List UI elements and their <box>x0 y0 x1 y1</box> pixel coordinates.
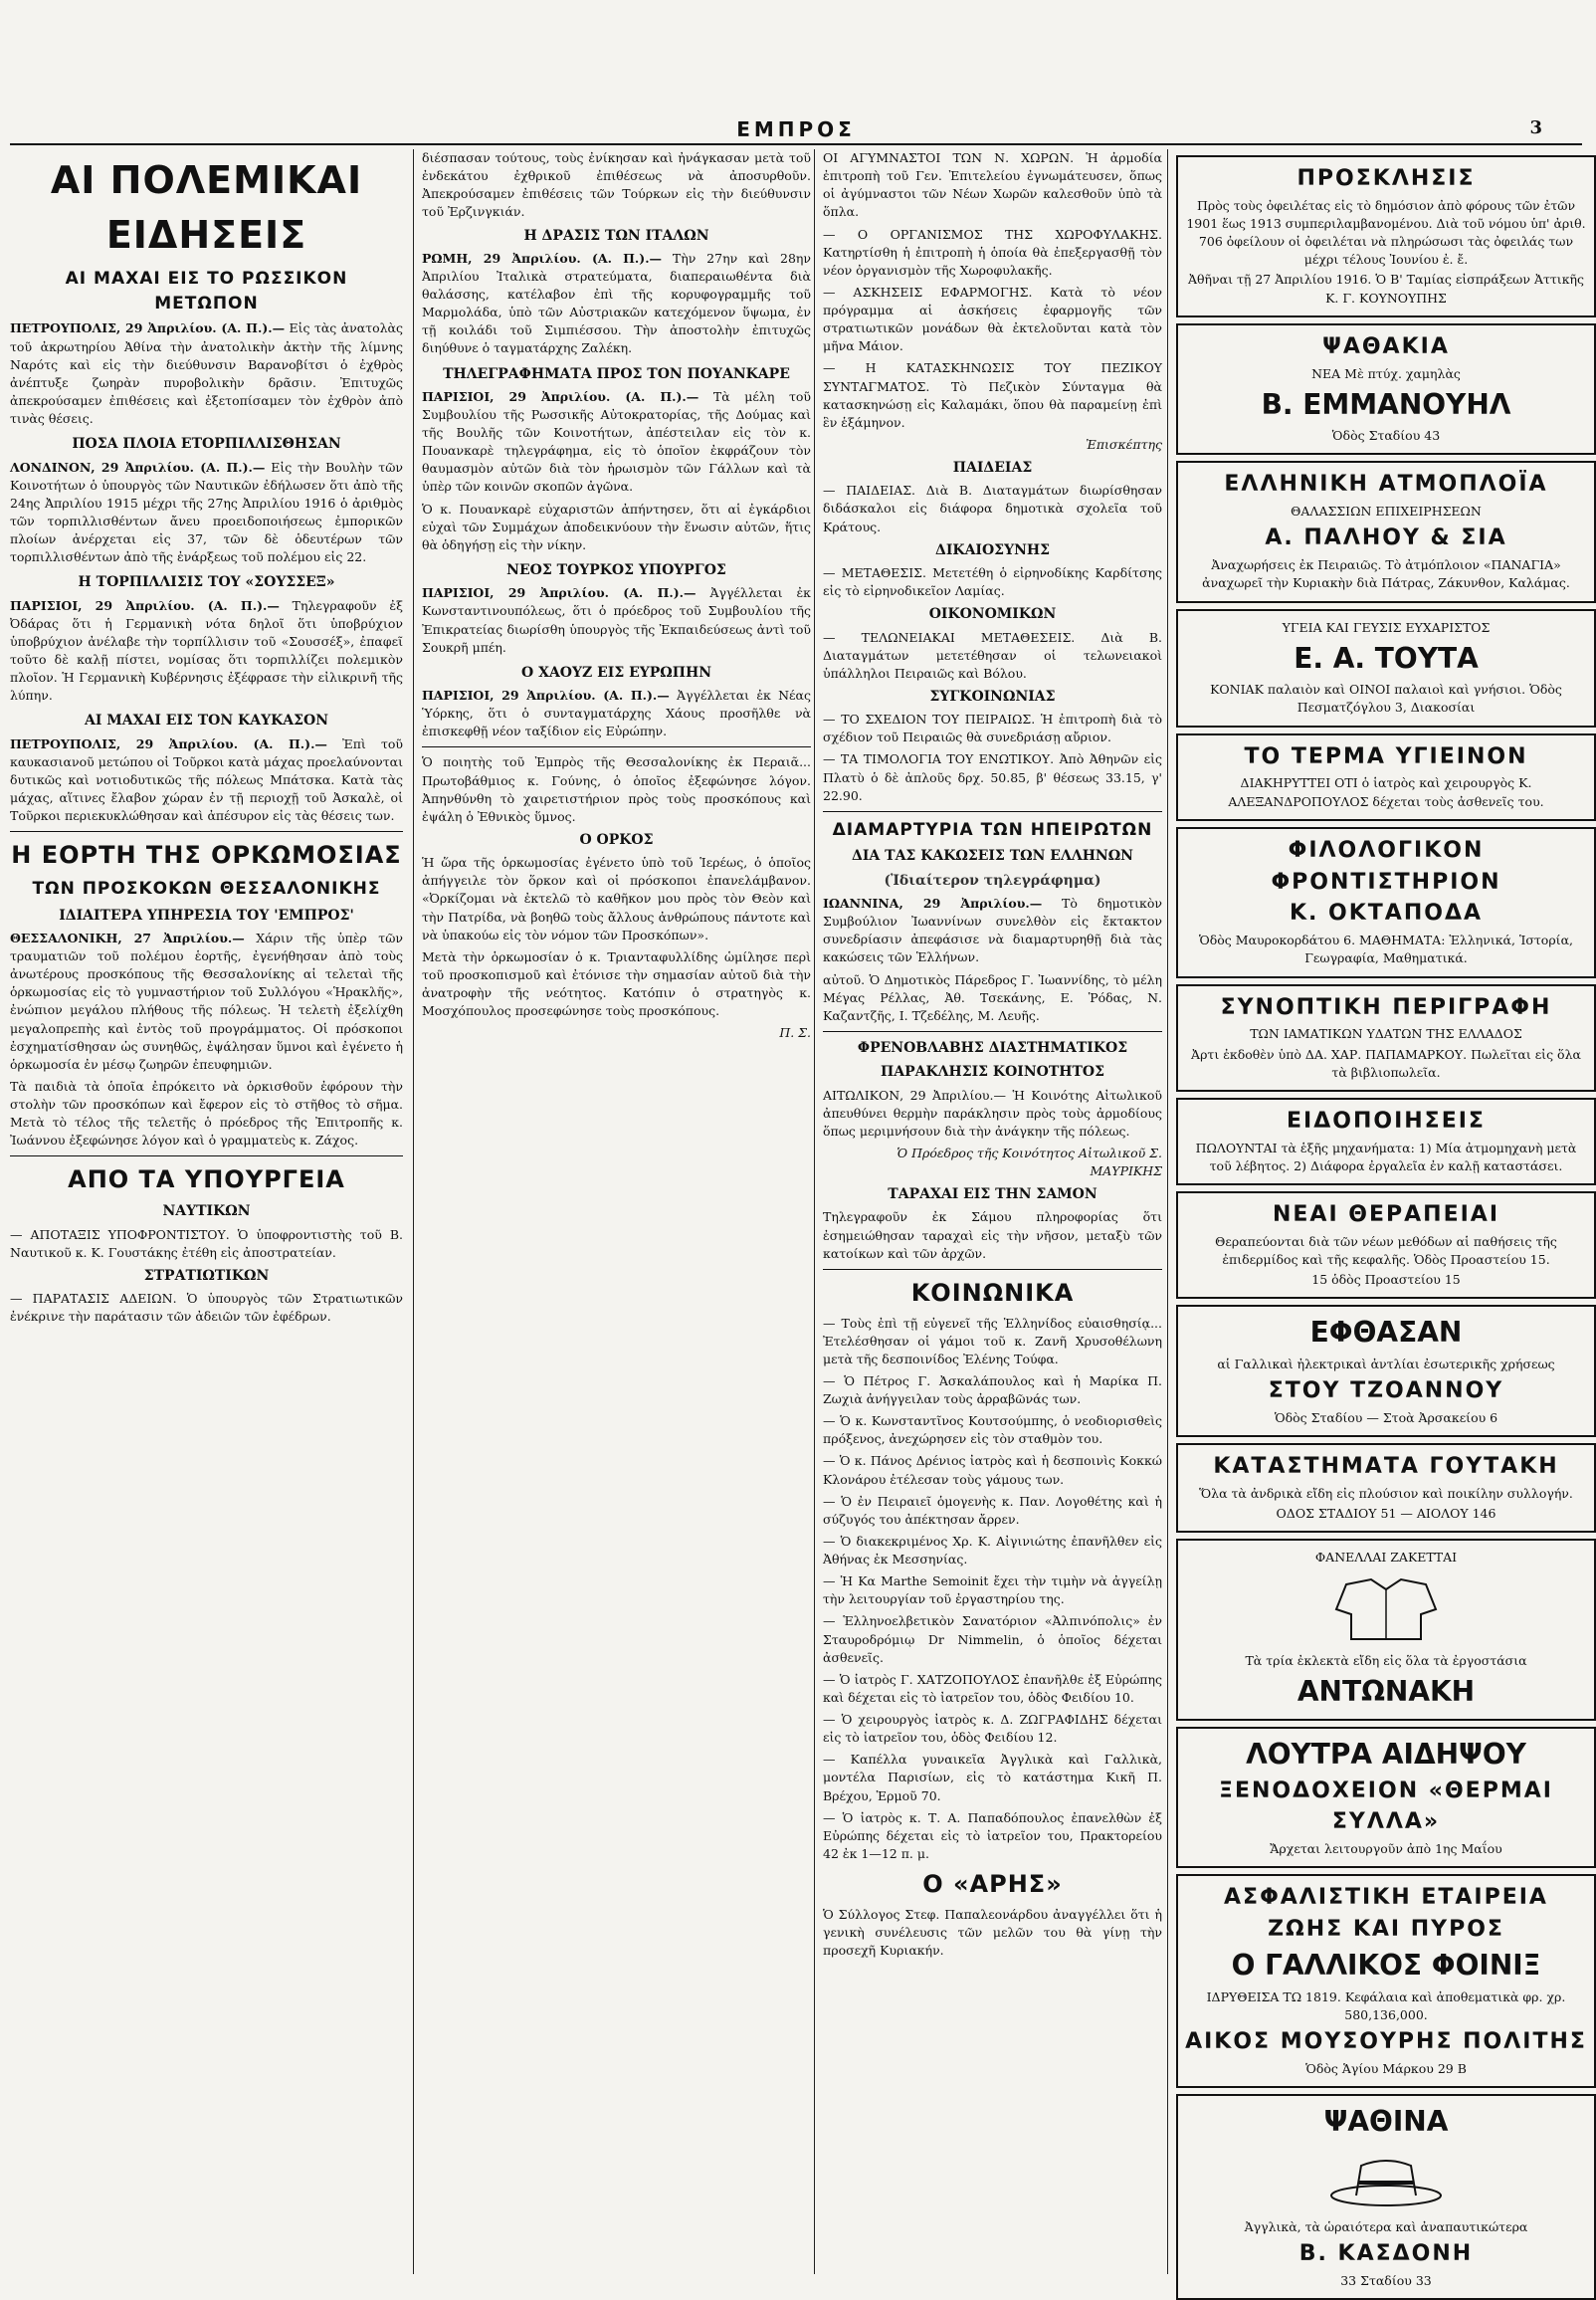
ad-merchant-name: Β. ΚΑΣΔΟΝΗ <box>1298 2240 1474 2266</box>
ad-notices <box>1176 1098 1596 1185</box>
news-text: ΟΙ ΑΓΥΜΝΑΣΤΟΙ ΤΩΝ Ν. ΧΩΡΩΝ. Ἡ ἀρμοδία ἐπιτροπὴ τοῦ Γεν. Ἐπιτελείου ἐγνωμάτευσεν, ὅπως οἱ ἀγύμναστοι τῶν Νέων Χωρῶν καλεσθοῦν ὑπὸ τὰ ὅπλα. <box>823 150 1162 220</box>
ad-title: ΝΕΑΙ ΘΕΡΑΠΕΙΑΙ <box>1272 1201 1500 1227</box>
russian-front-subhead: ΑΙ ΜΑΧΑΙ ΕΙΣ ΤΟ ΡΩΣΣΙΚΟΝ ΜΕΤΩΠΟΝ <box>65 269 348 314</box>
ad-text: Θεραπεύονται διὰ τῶν νέων μεθόδων αἱ παθήσεις τῆς ἐπιδερμίδος καὶ τῆς κεφαλῆς. Ὁδὸς Προαστείου 15. <box>1215 1233 1557 1267</box>
section-subhead: ΠΑΡΑΚΛΗΣΙΣ ΚΟΙΝΟΤΗΤΟΣ <box>880 1064 1104 1081</box>
ad-merchant-name: Α. ΠΑΛΗΟΥ & ΣΙΑ <box>1265 525 1507 551</box>
news-text: — Ο ΟΡΓΑΝΙΣΜΟΣ ΤΗΣ ΧΩΡΟΦΥΛΑΚΗΣ. Κατηρτίσθη ἡ ἐπιτροπὴ ἡ ὁποία θὰ ἐπεξεργασθῇ τὸν νέον ὀργανισμὸν τῆς Χωροφυλακῆς. <box>823 226 1162 278</box>
ad-address: Ὁδὸς Σταδίου 43 <box>1331 428 1441 444</box>
news-item <box>10 597 403 706</box>
oath-ceremony-headline-2: ΤΩΝ ΠΡΟΣΚΟΚΩΝ ΘΕΣΣΑΛΟΝΙΚΗΣ <box>32 879 381 900</box>
news-text: — ΤΑ ΤΙΜΟΛΟΓΙΑ ΤΟΥ ΕΝΩΤΙΚΟΥ. Ἀπὸ Ἀθηνῶν εἰς Πλατὺ ὁ δὲ ἀπλοῦς δρχ. 50.85, β' θέσεως 33.15, γ' 22.90. <box>823 751 1162 803</box>
ad-book <box>1176 984 1596 1092</box>
section-subhead: (Ἰδιαίτερον τηλεγράφημα) <box>884 872 1101 889</box>
newspaper-page <box>10 0 1587 2288</box>
news-text: — Ὁ ἰατρὸς κ. Τ. Α. Παπαδόπουλος ἐπανελθὼν ἐξ Εὐρώπης δέχεται εἰς τὸ ἰατρεῖον του, Πρακτορείου 42 ἐκ 1—12 π. μ. <box>823 1809 1162 1861</box>
section-subhead: ΤΗΛΕΓΡΑΦΗΜΑΤΑ ΠΡΟΣ ΤΟΝ ΠΟΥΑΝΚΑΡΕ <box>443 365 790 382</box>
dateline: ΘΕΣΣΑΛΟΝΙΚΗ, 27 Ἀπριλίου.— <box>10 930 245 945</box>
ad-title: ΨΑΘΙΝΑ <box>1323 2105 1449 2139</box>
ad-merchant-name: Ε. Α. ΤΟΥΤΑ <box>1294 641 1479 675</box>
signature: Ἐπισκέπτης <box>1086 436 1162 452</box>
ad-text: Ἀναχωρήσεις ἐκ Πειραιῶς. Τὸ ἀτμόπλοιον «ΠΑΝΑΓΙΑ» ἀναχωρεῖ τὴν Κυριακὴν διὰ Πάτρας, Ζάκυνθον, Καλάμας. <box>1202 557 1570 591</box>
dateline: ΛΟΝΔΙΝΟΝ, 29 Ἀπριλίου. (Α. Π.).— <box>10 459 266 475</box>
news-text: Τὴν 27ην καὶ 28ην Ἀπριλίου Ἰταλικὰ στρατεύματα, διαπεραιωθέντα διὰ θαλάσσης, κατέλαβον ἐπὶ τῆς κορυφογραμμῆς τοῦ Μαρμολάδα, ὑπὸ τῶν Αὐστριακῶν κατεχόμενον ὕψωμα, ἐν τῇ κοιλάδι τοῦ Σιμπιέσσου. Τὴν ἀποστολὴν ἐπιτυχῶς διηύθυνε ὁ ταγματάρχης Ζαλέκη. <box>422 250 811 356</box>
ad-straw-hats-2 <box>1176 2094 1596 2300</box>
ad-pumps <box>1176 1305 1596 1437</box>
section-subhead: ΠΑΙΔΕΙΑΣ <box>952 460 1033 476</box>
news-text: — Καπέλλα γυναικεῖα Ἀγγλικὰ καὶ Γαλλικὰ, μοντέλα Παρισίων, εἰς τὸ κατάστημα Κικῆ Π. Βρέχου, Ἑρμοῦ 70. <box>823 1752 1162 1803</box>
ad-merchant-name: Κ. ΟΚΤΑΠΟΔΑ <box>1289 901 1483 927</box>
news-text: — ΤΟ ΣΧΕΔΙΟΝ ΤΟΥ ΠΕΙΡΑΙΩΣ. Ἡ ἐπιτροπὴ διὰ τὸ σχέδιον τοῦ Πειραιῶς θὰ συνεδριάσῃ αὔριον. <box>823 712 1162 745</box>
ad-text: ΚΟΝΙΑΚ παλαιὸν καὶ ΟΙΝΟΙ παλαιοὶ καὶ γνήσιοι. Ὁδὸς Πεσματζόγλου 3, Διακοσίαι <box>1210 682 1562 716</box>
divider <box>823 811 1162 812</box>
dateline: ΠΕΤΡΟΥΠΟΛΙΣ, 29 Ἀπριλίου. (Α. Π.).— <box>10 320 286 336</box>
ad-agent-name: ΑΙΚΟΣ ΜΟΥΣΟΥΡΗΣ ΠΟΛΙΤΗΣ <box>1185 2029 1587 2055</box>
ad-title: ΣΥΝΟΠΤΙΚΗ ΠΕΡΙΓΡΑΦΗ <box>1220 994 1552 1020</box>
news-item <box>10 735 403 826</box>
ad-tutoring <box>1176 827 1596 978</box>
ad-text: ΘΑΛΑΣΣΙΩΝ ΕΠΙΧΕΙΡΗΣΕΩΝ <box>1291 504 1482 520</box>
ad-flannels <box>1176 1539 1596 1721</box>
social-headline: ΚΟΙΝΩΝΙΚΑ <box>910 1278 1075 1307</box>
section-subhead: Η ΤΟΡΠΙΛΛΙΣΙΣ ΤΟΥ «ΣΟΥΣΣΕΞ» <box>78 574 335 591</box>
news-text: Τὰ παιδιὰ τὰ ὁποῖα ἐπρόκειτο νὰ ὁρκισθοῦν ἐφόρουν τὴν στολὴν τῶν προσκόπων καὶ ἔφερον εἰς τὸ στῆθος τὸ σῆμα. Μετὰ τὸ τέλος τῆς τελετῆς ὁ πρόεδρος τῆς Ἐπιτροπῆς κ. Ἰωάννου ἐξεφώνησε λόγον καὶ ὁ γραμματεὺς κ. Ζάχος. <box>10 1078 403 1149</box>
signature: Π. Σ. <box>779 1025 811 1041</box>
news-item <box>422 388 811 554</box>
column-4-ads <box>1167 149 1587 2288</box>
ad-text: Ἄρχεται λειτουργοῦν ἀπὸ 1ης Μαΐου <box>1270 1841 1502 1857</box>
news-text: Εἰς τὴν Βουλὴν τῶν Κοινοτήτων ὁ ὑπουργὸς τῶν Ναυτικῶν ἐδήλωσεν ὅτι ἀπὸ τῆς 24ης Ἀπριλίου 1915 μέχρι τῆς 27ης Ἀπριλίου 1916 ὁ ἀριθμὸς τῶν τορπιλλισθέντων ἄνευ προειδοποιήσεως ἐμπορικῶν πλοίων ἀνέρχεται εἰς 37, τῶν δὲ ὁδευτέρων τῶν τορπιλλισθέντων ἀπὸ τῆς ἐνάρξεως τοῦ πολέμου εἰς 22. <box>10 459 403 565</box>
column-1 <box>10 149 403 2274</box>
column-2 <box>413 149 815 2274</box>
ad-address: 33 Σταδίου 33 <box>1340 2272 1432 2288</box>
newspaper-title: ΕΜΠΡΟΣ <box>736 117 856 141</box>
section-subhead: ΟΙΚΟΝΟΜΙΚΩΝ <box>928 606 1057 623</box>
ad-address: Ὁδὸς Ἁγίου Μάρκου 29 Β <box>1305 2060 1467 2076</box>
section-subhead: ΔΙΚΑΙΟΣΥΝΗΣ <box>934 541 1050 558</box>
ad-text: ΠΩΛΟΥΝΤΑΙ τὰ ἑξῆς μηχανήματα: 1) Μία ἀτμομηχανὴ μετὰ τοῦ λέβητος. 2) Διάφορα ἐργαλεῖα ἐν καλῇ καταστάσει. <box>1195 1140 1577 1173</box>
section-subhead: Η ΔΡΑΣΙΣ ΤΩΝ ΙΤΑΛΩΝ <box>523 227 709 244</box>
ad-text: Πρὸς τοὺς ὀφειλέτας εἰς τὸ δημόσιον ἀπὸ φόρους τῶν ἐτῶν 1901 ἕως 1913 συμπεριλαμβανομένου. Διὰ τοῦ νόμου ὑπ' ἀριθ. 706 ὀφείλουν οἱ ὀφειλέται νὰ πληρώσωσι τὰς ὀφειλάς των μέχρι τέλους Ἰουνίου ἐ. ἔ. <box>1186 197 1586 268</box>
divider <box>823 1269 1162 1270</box>
news-text: — ΠΑΙΔΕΙΑΣ. Διὰ Β. Διαταγμάτων διωρίσθησαν διδάσκαλοι εἰς διάφορα δημοτικὰ σχολεῖα τοῦ Κράτους. <box>823 483 1162 534</box>
ad-text: Ἀγγλικὰ, τὰ ὡραιότερα καὶ ἀναπαυτικώτερα <box>1244 2218 1528 2234</box>
ad-title: ΕΙΔΟΠΟΙΗΣΕΙΣ <box>1287 1108 1486 1134</box>
section-subhead: Ο ΧΑΟΥΖ ΕΙΣ ΕΥΡΩΠΗΝ <box>521 664 711 681</box>
aris-headline: Ο «ΑΡΗΣ» <box>922 1870 1063 1899</box>
ad-text: ΝΕΑ Μὲ πτύχ. χαμηλὰς <box>1311 365 1461 381</box>
dateline: ΡΩΜΗ, 29 Ἀπριλίου. (Α. Π.).— <box>422 250 663 266</box>
shirt-illustration-icon <box>1326 1574 1446 1644</box>
news-text: — Ὁ κ. Κωνσταντῖνος Κουτσούμπης, ὁ νεοδιορισθεὶς πρόξενος, ἀνεχώρησεν εἰς τὸν σταθμὸν του. <box>823 1413 1162 1447</box>
news-text: Τηλεγραφοῦν ἐκ Σάμου πληροφορίας ὅτι ἐσημειώθησαν ταραχαὶ εἰς τὴν νῆσον, μεταξὺ τῶν κατοίκων καὶ τῶν ἀρχῶν. <box>823 1209 1162 1261</box>
news-text: — ΠΑΡΑΤΑΣΙΣ ΑΔΕΙΩΝ. Ὁ ὑπουργὸς τῶν Στρατιωτικῶν ἐνέκρινε τὴν παράτασιν τῶν ἀδειῶν τῶν ἐφέδρων. <box>10 1291 403 1325</box>
section-subhead: ΔΙΑ ΤΑΣ ΚΑΚΩΣΕΙΣ ΤΩΝ ΕΛΛΗΝΩΝ <box>852 848 1133 865</box>
news-text: Ὁ κ. Πουανκαρὲ εὐχαριστῶν ἀπήντησεν, ὅτι αἱ ἐγκάρδιοι εὐχαὶ τῶν Συμμάχων ἀποδεικνύουν τὴν ἕνωσιν αὐτῶν, ἥτις θὰ ὁδηγήσῃ εἰς τὴν νίκην. <box>422 501 811 552</box>
news-text: — Ὁ κ. Πάνος Δρένιος ἰατρὸς καὶ ἡ δεσποινὶς Κοκκώ Κλονάρου ἐτέλεσαν τοὺς γάμους των. <box>823 1453 1162 1487</box>
news-text: Ἀγγέλλεται ἐκ Νέας Ὑόρκης, ὅτι ὁ συνταγματάρχης Χάους προσῆλθε νὰ ἐπισκεφθῇ νέον ταξίδιον εἰς Εὐρώπην. <box>422 688 811 739</box>
ad-health <box>1176 733 1596 821</box>
ad-wine <box>1176 609 1596 728</box>
signature: Ὁ Πρόεδρος τῆς Κοινότητος Αἰτωλικοῦ Σ. ΜΑΥΡΙΚΗΣ <box>897 1145 1162 1179</box>
section-subhead: ΣΥΓΚΟΙΝΩΝΙΑΣ <box>929 688 1056 705</box>
news-text: Τὰ μέλη τοῦ Συμβουλίου τῆς Ρωσσικῆς Αὐτοκρατορίας, τῆς Δούμας καὶ τῆς Βουλῆς τῶν Κοινοτήτων, ἀπέστειλαν εἰς τὸν κ. Πουανκαρὲ τηλεγράφημα, εἰς τὸ ὁποῖον ἐκφράζουν τὸν θαυμασμὸν αὐτῶν διὰ τὸν ἡρωισμὸν τῶν Γάλλων καὶ τὰ ὑπὲρ τῶν κοινῶν σκοπῶν ἀγῶνα. <box>422 388 811 495</box>
news-text: αὐτοῦ. Ὁ Δημοτικὸς Πάρεδρος Γ. Ἰωαννίδης, τὸ μέλη Μέγας Ρέλλας, Ἀθ. Τσεκάνης, Ε. Ῥόδας, Ν. Καζαντζῆς, Ι. Τζεδέλης, Μ. Λευῆς. <box>823 971 1162 1023</box>
section-subhead: ΣΤΡΑΤΙΩΤΙΚΩΝ <box>143 1267 270 1284</box>
divider <box>823 1031 1162 1032</box>
news-text: Χάριν τῆς ὑπὲρ τῶν τραυματιῶν τοῦ πολέμου ἑορτῆς, ἐγενήθησαν ἀπὸ τοὺς ἀνωτέρους προσκόπους τῆς Θεσσαλονίκης αἱ τελεταὶ τῆς ὁρκωμοσίας εἰς τὸ γυμναστήριον τοῦ Συλλόγου «Ἡρακλῆς», ἐνώπιον μεγάλου πλήθους τῆς πόλεως. Ἡ τελετὴ ἐξελίχθη μεγαλοπρεπὴς καὶ ἐντὸς τοῦ προγράμματος. Οἱ πρόσκοποι ἐσχηματίσθησαν ὡς συνηθῶς, ἐψάλησαν ὕμνοι καὶ ἐγένετο ἡ ὁρκωμοσία ἐν μέσῳ ζωηρῶν ἐπευφημιῶν. <box>10 930 403 1072</box>
dateline: ΠΑΡΙΣΙΟΙ, 29 Ἀπριλίου. (Α. Π.).— <box>10 597 280 613</box>
dateline: ΠΕΤΡΟΥΠΟΛΙΣ, 29 Ἀπριλίου. (Α. Π.).— <box>10 735 327 751</box>
news-text: — ΜΕΤΑΘΕΣΙΣ. Μετετέθη ὁ εἰρηνοδίκης Καρδίτσης εἰς τὸ εἰρηνοδικεῖον Λαμίας. <box>823 564 1162 599</box>
ad-invitation <box>1176 155 1596 317</box>
oath-ceremony-headline: Η ΕΟΡΤΗ ΤΗΣ ΟΡΚΩΜΟΣΙΑΣ <box>11 841 402 870</box>
divider <box>10 831 403 832</box>
news-text: — Τοὺς ἐπὶ τῇ εὐγενεῖ τῆς Ἑλληνίδος εὐαισθησίᾳ... Ἐτελέσθησαν οἱ γάμοι τοῦ κ. Ζανῆ Χρυσοθέλωνη μετὰ τῆς δεσποινίδος Ἐλένης Τούφα. <box>823 1315 1162 1366</box>
news-text: — Ὁ διακεκριμένος Χρ. Κ. Αἰγινιώτης ἐπανῆλθεν εἰς Ἀθήνας ἐκ Μεσσηνίας. <box>823 1533 1162 1568</box>
ad-address: 15 ὁδὸς Προαστείου 15 <box>1311 1272 1461 1288</box>
news-item <box>422 687 811 740</box>
news-text: — ΑΠΟΤΑΞΙΣ ΥΠΟΦΡΟΝΤΙΣΤΟΥ. Ὁ ὑποφροντιστὴς τοῦ Β. Ναυτικοῦ κ. Κ. Γουστάκης ἐτέθη εἰς ἀποστρατείαν. <box>10 1226 403 1260</box>
dateline: ΙΩΑΝΝΙΝΑ, 29 Ἀπριλίου.— <box>823 896 1043 912</box>
ad-title: ΥΓΕΙΑ ΚΑΙ ΓΕΥΣΙΣ ΕΥΧΑΡΙΣΤΟΣ <box>1282 619 1491 635</box>
ad-shipping <box>1176 461 1596 602</box>
ad-address: ΟΔΟΣ ΣΤΑΔΙΟΥ 51 — ΑΙΟΛΟΥ 146 <box>1276 1505 1496 1521</box>
section-subhead: ΑΙ ΜΑΧΑΙ ΕΙΣ ΤΟΝ ΚΑΥΚΑΣΟΝ <box>84 713 328 730</box>
news-item <box>422 250 811 358</box>
ad-title: ΦΑΝΕΛΛΑΙ ΖΑΚΕΤΤΑΙ <box>1314 1550 1458 1566</box>
dateline: ΠΑΡΙΣΙΟΙ, 29 Ἀπριλίου. (Α. Π.).— <box>422 688 670 704</box>
ad-therapies <box>1176 1191 1596 1299</box>
ad-text: ΤΩΝ ΙΑΜΑΤΙΚΩΝ ΥΔΑΤΩΝ ΤΗΣ ΕΛΛΑΔΟΣ <box>1250 1026 1522 1042</box>
column-3 <box>814 149 1166 2274</box>
divider <box>10 1155 403 1156</box>
ad-merchant-name: ΑΝΤΩΝΑΚΗ <box>1297 1675 1476 1709</box>
news-text: Εἰς τὰς ἀνατολὰς τοῦ ἀκρωτηρίου Ἀθίνα τὴν ἀνατολικὴν ἀκτὴν τῆς λίμνης Ναρότς καὶ εἰς τὴν διεύθυνσιν Βαρανοβίτσι ὁ ἐχθρὸς ἀνέπτυξε ζωηρὰν πυροβολικὴν δρᾶσιν. Ἐπιτυχῶς ἀπεκρούσαμεν ἐπιθέσεις καὶ ἐξετοπίσαμεν τὸν ἐχθρὸν ἀπὸ τινὰς θέσεις. <box>10 320 403 427</box>
ad-text: Ἀρτι ἐκδοθὲν ὑπὸ ΔΑ. ΧΑΡ. ΠΑΠΑΜΑΡΚΟΥ. Πωλεῖται εἰς ὅλα τὰ βιβλιοπωλεῖα. <box>1191 1046 1581 1080</box>
ad-merchant-name: Β. ΕΜΜΑΝΟΥΗΛ <box>1261 387 1511 421</box>
war-news-headline: ΑΙ ΠΟΛΕΜΙΚΑΙ ΕΙΔΗΣΕΙΣ <box>50 158 363 258</box>
ad-text: Ὅλα τὰ ἀνδρικὰ εἴδη εἰς πλούσιον καὶ ποικίλην συλλογήν. <box>1199 1485 1573 1501</box>
dateline: ΠΑΡΙΣΙΟΙ, 29 Ἀπριλίου. (Α. Π.).— <box>422 388 699 404</box>
ad-title: ΕΦΘΑΣΑΝ <box>1309 1316 1463 1350</box>
ad-title: ΤΟ ΤΕΡΜΑ ΥΓΙΕΙΝΟΝ <box>1244 743 1528 769</box>
ad-title: ΠΡΟΣΚΛΗΣΙΣ <box>1297 166 1476 191</box>
news-text: Ἀγγέλλεται ἐκ Κωνσταντινουπόλεως, ὅτι ὁ πρόεδρος τοῦ Συμβουλίου τῆς Ἐπικρατείας διωρίσθη ὑπουργὸς τῆς Ἐκπαιδεύσεως ἀντὶ τοῦ Σουκρῆ μπέη. <box>422 585 811 655</box>
news-text: — Ἑλληνοελβετικὸν Σανατόριον «Ἀλπινόπολις» ἐν Σταυροδρόμιῳ Dr Nimmelin, ὁ ὁποῖος δέχεται ἀσθενεῖς. <box>823 1613 1162 1665</box>
ad-title: ΚΑΤΑΣΤΗΜΑΤΑ ΓΟΥΤΑΚΗ <box>1213 1453 1559 1479</box>
ad-straw-hats <box>1176 323 1596 456</box>
section-subhead: Ο ΟΡΚΟΣ <box>579 831 654 848</box>
ad-company-name: Ο ΓΑΛΛΙΚΟΣ ΦΟΙΝΙΞ <box>1231 1949 1541 1983</box>
section-subhead: ΠΟΣΑ ΠΛΟΙΑ ΕΤΟΡΠΙΛΛΙΣΘΗΣΑΝ <box>72 436 341 453</box>
divider <box>422 746 811 747</box>
ad-edipsos-baths <box>1176 1727 1596 1869</box>
news-text: — Ὁ Πέτρος Γ. Ἀσκαλάπουλος καὶ ἡ Μαρίκα Π. Ζωχιὰ ἀνήγγειλαν τοὺς ἀρραβῶνάς των. <box>823 1372 1162 1407</box>
news-text: Ὁ Σύλλογος Στεφ. Παπαλεονάρδου ἀναγγέλλει ὅτι ἡ γενικὴ συνέλευσις τῶν μελῶν του θὰ γίνῃ τὴν προσεχῆ Κυριακήν. <box>823 1906 1162 1959</box>
ad-title: ΨΑΘΑΚΙΑ <box>1322 333 1450 359</box>
dateline: ΠΑΡΙΣΙΟΙ, 29 Ἀπριλίου. (Α. Π.).— <box>422 585 697 601</box>
ad-text: ΙΔΡΥΘΕΙΣΑ ΤΩ 1819. Κεφάλαια καὶ ἀποθεματικὰ φρ. χρ. 580,136,000. <box>1206 1988 1566 2022</box>
news-text: — Η ΚΑΤΑΣΚΗΝΩΣΙΣ ΤΟΥ ΠΕΖΙΚΟΥ ΣΥΝΤΑΓΜΑΤΟΣ. Τὸ Πεζικὸν Σύνταγμα θὰ κατασκηνώσῃ εἰς Καλαμάκι, ὅπου θὰ παραμείνῃ ἐπὶ ἓν ἑξάμηνον. <box>823 360 1162 430</box>
ad-title: ΑΣΦΑΛΙΣΤΙΚΗ ΕΤΑΙΡΕΙΑ ΖΩΗΣ ΚΑΙ ΠΥΡΟΣ <box>1224 1885 1548 1943</box>
masthead <box>10 117 1582 145</box>
epirote-protest-headline: ΔΙΑΜΑΡΤΥΡΙΑ ΤΩΝ ΗΠΕΙΡΩΤΩΝ <box>832 819 1153 840</box>
ad-title: ΛΟΥΤΡΑ ΑΙΔΗΨΟΥ <box>1246 1737 1526 1771</box>
news-text: διέσπασαν τούτους, τοὺς ἐνίκησαν καὶ ἠνάγκασαν μετὰ τοῦ ἐνδεκάτου ἐχθρικοῦ ἐπιθέσεως νὰ ἀποσυρθοῦν. Ἀπεκρούσαμεν ἐπιθέσεις τῶν Τούρκων εἰς τὴν διεύθυνσιν τοῦ Ἐρζινγκιάν. <box>422 150 811 220</box>
ad-goutaki <box>1176 1443 1596 1533</box>
news-text: ΑΙΤΩΛΙΚΟΝ, 29 Ἀπριλίου.— Ἡ Κοινότης Αἰτωλικοῦ ἀπευθύνει θερμὴν παράκλησιν πρὸς τοὺς ἀρμοδίους ὅπως μεριμνήσουν διὰ τὴν ἀνάγκην τῆς πόλεως. <box>823 1087 1162 1139</box>
ad-hotel-name: ΞΕΝΟΔΟΧΕΙΟΝ «ΘΕΡΜΑΙ ΣΥΛΛΑ» <box>1219 1777 1553 1835</box>
ministries-headline: ΑΠΟ ΤΑ ΥΠΟΥΡΓΕΙΑ <box>68 1165 345 1194</box>
hat-illustration-icon <box>1326 2151 1446 2210</box>
news-text: Τὸ δημοτικὸν Συμβούλιον Ἰωαννίνων συνελθὸν εἰς ἔκτακτον συνεδρίασιν ἀπεφάσισε νὰ διαμαρτυρηθῇ διὰ τὰς κακώσεις τῶν Ἑλλήνων. <box>823 896 1162 965</box>
ad-signature: Ἀθῆναι τῇ 27 Ἀπριλίου 1916. Ὁ Β' Ταμίας εἰσπράξεων Ἀττικῆς Κ. Γ. ΚΟΥΝΟΥΠΗΣ <box>1187 272 1585 306</box>
news-text: Ἐπὶ τοῦ καυκασιανοῦ μετώπου οἱ Τοῦρκοι κατὰ μάχας προελαύνονται δυτικῶς καὶ νοτιοδυτικῶς τῆς πόλεως Μπάτσκα. Κατὰ τὰς μάχας, αἵτινες ἔλαβον χώραν ἐν τῇ περιοχῇ τοῦ Ἀσκαλὲ, οἱ Τοῦρκοι περιεκυκλώθησαν καὶ ἀπέσυρον εἰς τὰς θέσεις των. <box>10 735 403 824</box>
ad-text: ΔΙΑΚΗΡΥΤΤΕΙ ΟΤΙ ὁ ἱατρὸς καὶ χειρουργὸς Κ. ΑΛΕΞΑΝΔΡΟΠΟΥΛΟΣ δέχεται τοὺς ἀσθενεῖς του. <box>1228 775 1544 809</box>
news-item <box>10 459 403 567</box>
ad-title: ΦΙΛΟΛΟΓΙΚΟΝ ΦΡΟΝΤΙΣΤΗΡΙΟΝ <box>1271 837 1501 895</box>
news-text: — Ἡ Κα Marthe Semoinit ἔχει τὴν τιμὴν νὰ ἀγγείλῃ τὴν λειτουργίαν τοῦ ἐργαστηρίου της. <box>823 1573 1162 1607</box>
section-subhead: ΝΕΟΣ ΤΟΥΡΚΟΣ ΥΠΟΥΡΓΟΣ <box>506 561 726 578</box>
section-subhead: ΤΑΡΑΧΑΙ ΕΙΣ ΤΗΝ ΣΑΜΟΝ <box>888 1186 1097 1203</box>
news-text: — ΑΣΚΗΣΕΙΣ ΕΦΑΡΜΟΓΗΣ. Κατὰ τὸ νέον πρόγραμμα αἱ ἀσκήσεις ἐφαρμογῆς τῶν στρατιωτικῶν μονάδων θὰ ἐκτελοῦνται κατὰ τὸν μῆνα Μάιον. <box>823 284 1162 354</box>
news-text: — Ὁ ἰατρὸς Γ. ΧΑΤΖΟΠΟΥΛΟΣ ἐπανῆλθε ἐξ Εὐρώπης καὶ δέχεται εἰς τὸ ἰατρεῖον του, ὁδὸς Φειδίου 10. <box>823 1671 1162 1705</box>
page-number: 3 <box>1529 117 1542 138</box>
news-item <box>422 584 811 657</box>
section-subhead: ΝΑΥΤΙΚΩΝ <box>162 1203 251 1220</box>
news-item <box>10 319 403 428</box>
news-text: Τηλεγραφοῦν ἐξ Ὀδάρας ὅτι ἡ Γερμανικὴ νότα δηλοῖ ὅτι ὑποβρύχιον ὑποβρύχιον ἀνέλαβε τὴν τορπίλλισιν τοῦ «Σουσσέξ», ἐπαφεῖ τοῦτο δὲ καλῇ πίστει, νομίσας ὅτι τορπιλλίζει πολεμικὸν πλοῖον. Ἡ Γερμανικὴ Κυβέρνησις ἐξέφρασε τὴν εἰλικρινῆ τῆς λύπην. <box>10 597 403 704</box>
news-text: Μετὰ τὴν ὁρκωμοσίαν ὁ κ. Τριανταφυλλίδης ὡμίλησε περὶ τοῦ προσκοπισμοῦ καὶ ἐτόνισε τὴν σημασίαν αὐτοῦ διὰ τὴν ἀνατροφὴν τῆς νεότητος. Κατόπιν ὁ στρατηγὸς κ. Μοσχόπουλος προσεφώνησε τοὺς προσκόπους. <box>422 948 811 1019</box>
ad-title: ΕΛΛΗΝΙΚΗ ΑΤΜΟΠΛΟΪΑ <box>1224 472 1548 498</box>
section-subhead: ΙΔΙΑΙΤΕΡΑ ΥΠΗΡΕΣΙΑ ΤΟΥ 'ΕΜΠΡΟΣ' <box>59 907 354 924</box>
news-text: — Ὁ ἐν Πειραιεῖ ὁμογενὴς κ. Παν. Λογοθέτης καὶ ἡ σύζυγός του ἀπέκτησαν ἄρρεν. <box>823 1493 1162 1527</box>
news-text: Ὁ ποιητὴς τοῦ Ἐμπρὸς τῆς Θεσσαλονίκης ἐκ Περαιᾶ... Πρωτοβάθμιος κ. Γούνης, ὁ ὁποῖος ἐξεφώνησε λόγον. Ἀπηνθύνθη τὸ χαιρετιστήριον πρὸς τοὺς προσκόπους καὶ ἐψάλη ὁ Ἐθνικὸς ὕμνος. <box>422 754 811 824</box>
ad-text: αἱ Γαλλικαὶ ἠλεκτρικαὶ ἀντλίαι ἐσωτερικῆς χρήσεως <box>1217 1356 1555 1371</box>
ad-insurance <box>1176 1874 1596 2088</box>
ad-text: Ὁδὸς Μαυροκορδάτου 6. ΜΑΘΗΜΑΤΑ: Ἑλληνικά, Ἱστορία, Γεωγραφία, Μαθηματικά. <box>1199 933 1573 966</box>
news-text: — ΤΕΛΩΝΕΙΑΚΑΙ ΜΕΤΑΘΕΣΕΙΣ. Διὰ Β. Διαταγμάτων μετετέθησαν οἱ τελωνειακοὶ ὑπάλληλοι Πειραιῶς καὶ Βόλου. <box>823 629 1162 681</box>
news-item <box>10 930 403 1150</box>
section-subhead: ΦΡΕΝΟΒΛΑΒΗΣ ΔΙΑΣΤΗΜΑΤΙΚΟΣ <box>857 1039 1128 1056</box>
news-text: — Ὁ χειρουργὸς ἰατρὸς κ. Δ. ΖΩΓΡΑΦΙΔΗΣ δέχεται εἰς τὸ ἰατρεῖον του, ὁδὸς Φειδίου 12. <box>823 1712 1162 1746</box>
news-text: Ἡ ὥρα τῆς ὁρκωμοσίας ἐγένετο ὑπὸ τοῦ Ἱερέως, ὁ ὁποῖος ἀπήγγειλε τὸν ὅρκον καὶ οἱ πρόσκοποι ἐπανελάμβανον. «Ὀρκίζομαι νὰ ἐκτελῶ τὸ καθῆκον μου πρὸς τὸν Θεὸν καὶ τὴν Πατρίδα, νὰ βοηθῶ τοὺς ἄλλους ἀνθρώπους πάντοτε καὶ νὰ ὑπακούω εἰς τὸν νόμον τῶν Προσκόπων». <box>422 855 811 942</box>
ad-text: Τὰ τρία ἐκλεκτὰ εἴδη εἰς ὅλα τὰ ἐργοστάσια <box>1245 1653 1527 1669</box>
ad-merchant-name: ΣΤΟΥ ΤΖΟΑΝΝΟΥ <box>1268 1377 1504 1403</box>
ad-address: Ὁδὸς Σταδίου — Στοὰ Ἀρσακείου 6 <box>1274 1409 1498 1425</box>
